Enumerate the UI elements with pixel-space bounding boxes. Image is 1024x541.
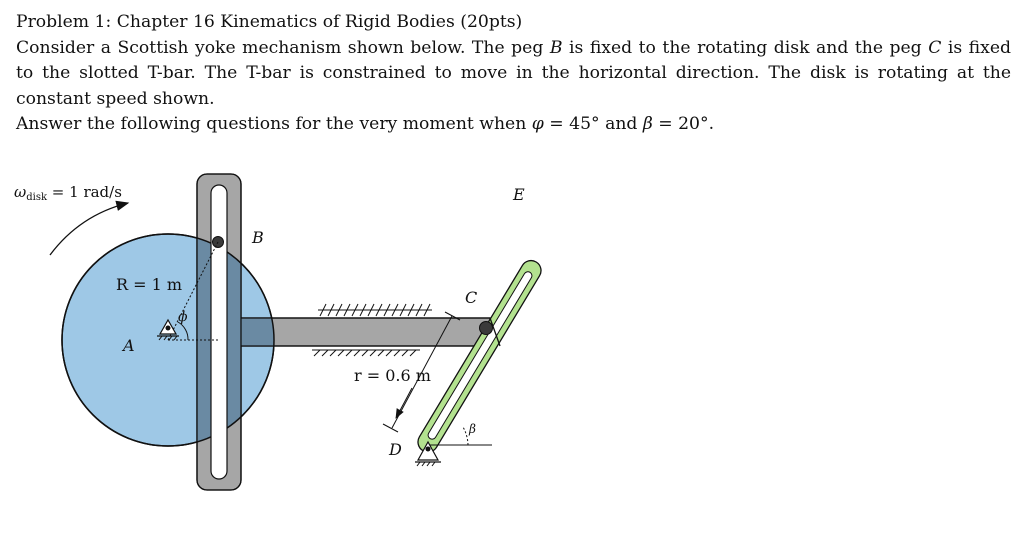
omega-label: $\omega_{disk} = 1$ rad/s: [14, 183, 122, 203]
r-label: r = 0.6 m: [354, 366, 431, 385]
problem-question: Answer the following questions for the very moment when φ = 45° and β = 20°.: [16, 114, 715, 134]
slotted-arm: [414, 257, 544, 456]
peg-c: [480, 322, 493, 335]
phi-label: ϕ: [178, 309, 188, 325]
label-a: A: [123, 336, 135, 355]
tbar-slot: [211, 185, 227, 479]
beta-label: β: [469, 422, 476, 436]
r-pointer: [396, 388, 412, 418]
label-e: E: [513, 185, 525, 204]
radius-label: R = 1 m: [116, 275, 183, 294]
guide-hatch-bottom: [312, 350, 420, 356]
beta-arc: [463, 427, 468, 445]
label-b: B: [252, 228, 264, 247]
label-c: C: [465, 288, 478, 307]
guide-hatch-top: [318, 304, 432, 316]
problem-description: Consider a Scottish yoke mechanism shown below. The peg B is fixed to the rotating disk and the peg C is fixed to the slotted T-bar. The T-bar is constrained to move in the horizontal direction. The disk is rotating at the constant speed shown.: [16, 37, 1012, 109]
label-d: D: [389, 440, 402, 459]
problem-title: Problem 1: Chapter 16 Kinematics of Rigid Bodies (20pts): [16, 12, 523, 32]
